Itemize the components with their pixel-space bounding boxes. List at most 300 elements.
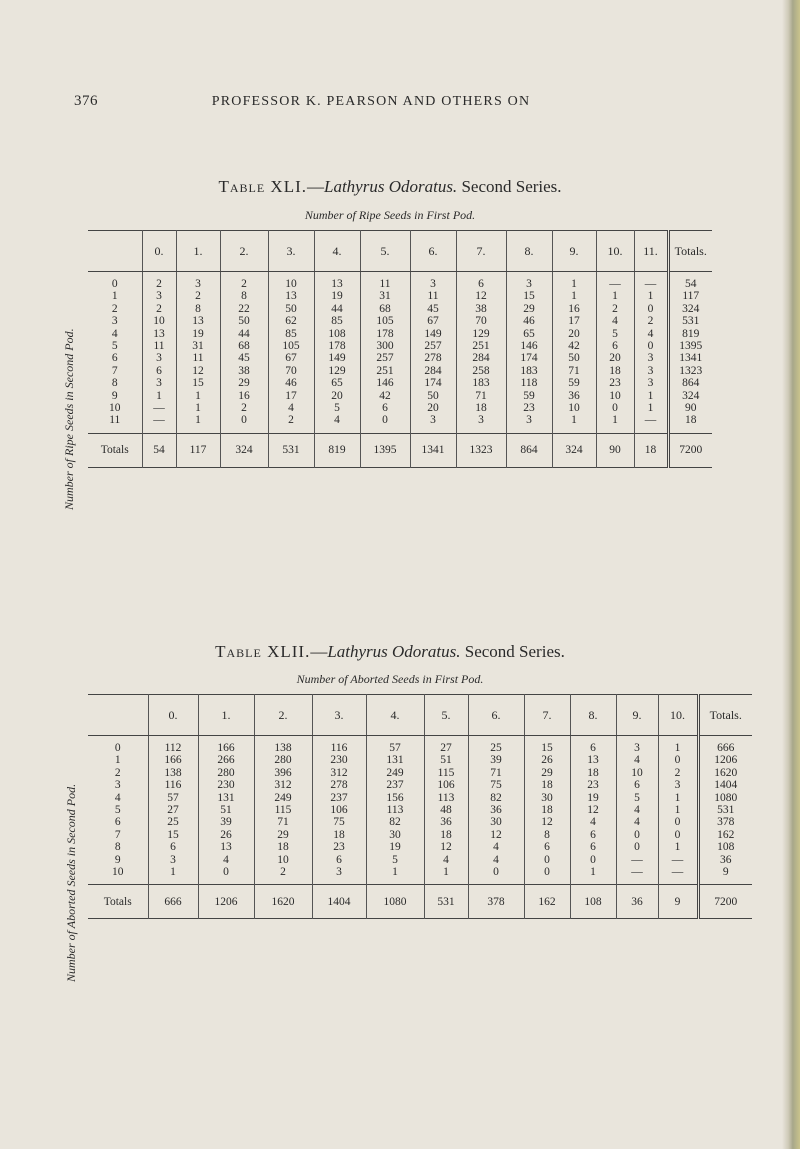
table-cell: 20	[596, 352, 634, 364]
table-cell: 0	[360, 414, 410, 426]
table-cell: 116	[148, 779, 198, 791]
table-cell: 174	[410, 377, 456, 389]
table-cell: 6	[570, 742, 616, 754]
table-cell: 1	[634, 290, 668, 302]
table-cell: 0	[524, 854, 570, 866]
row-label: 3	[114, 779, 121, 792]
table-cell: 1404	[698, 779, 752, 791]
column-caption: Number of Ripe Seeds in First Pod.	[304, 208, 476, 222]
totals-cell: 1341	[410, 433, 456, 467]
table-cell: 13	[268, 290, 314, 302]
table-cell: 12	[524, 816, 570, 828]
table-cell: 115	[424, 767, 468, 779]
table-cell: 6	[596, 340, 634, 352]
totals-cell: 531	[268, 433, 314, 467]
table-cell: 29	[524, 767, 570, 779]
table-cell: 3	[506, 278, 552, 290]
table-row	[88, 290, 712, 302]
table-cell: 26	[198, 829, 254, 841]
table-cell: 138	[148, 767, 198, 779]
table-cell: 105	[268, 340, 314, 352]
table-cell: 29	[220, 377, 268, 389]
table-cell: 2	[268, 414, 314, 426]
table-cell: 3	[658, 779, 698, 791]
table-cell: 108	[698, 841, 752, 853]
table-cell: 5	[314, 402, 360, 414]
table-cell: 3	[312, 866, 366, 878]
table-cell: 230	[312, 754, 366, 766]
table-cell: 13	[314, 278, 360, 290]
totals-label: Totals	[88, 433, 142, 467]
table-cell: 17	[268, 390, 314, 402]
table-cell: 18	[456, 402, 506, 414]
table-cell: 4	[468, 854, 524, 866]
totals-cell: 7200	[668, 433, 712, 467]
table-cell: 23	[596, 377, 634, 389]
table-cell: 36	[552, 390, 596, 402]
table-cell: 36	[468, 804, 524, 816]
table-cell: 29	[506, 303, 552, 315]
table-cell: 1341	[668, 352, 712, 364]
table-cell: 20	[410, 402, 456, 414]
column-header: 6.	[410, 231, 456, 272]
table-row	[88, 365, 712, 377]
table-cell: —	[142, 402, 176, 414]
row-label: 7	[111, 364, 118, 377]
table-cell: 27	[148, 804, 198, 816]
page-header	[0, 93, 780, 113]
totals-cell: 54	[142, 433, 176, 467]
table-cell: 75	[468, 779, 524, 791]
table-cell: 183	[456, 377, 506, 389]
page-number: 376	[74, 93, 98, 109]
table-cell: 3	[176, 278, 220, 290]
table-cell: 38	[456, 303, 506, 315]
row-label: 2	[114, 766, 121, 779]
table-row	[88, 303, 712, 315]
table-cell: 324	[668, 390, 712, 402]
table-cell: 113	[424, 792, 468, 804]
table-cell: 0	[220, 414, 268, 426]
column-header: 4.	[366, 695, 424, 736]
table-cell: 20	[552, 328, 596, 340]
column-header: 8.	[570, 695, 616, 736]
table-row	[88, 804, 752, 816]
table-cell: 13	[570, 754, 616, 766]
table-cell: 25	[468, 742, 524, 754]
table-cell: 11	[360, 278, 410, 290]
table-cell: 50	[552, 352, 596, 364]
table-row	[88, 754, 752, 766]
row-label: 5	[114, 804, 121, 817]
table-cell: 2	[176, 290, 220, 302]
table-cell: 6	[148, 841, 198, 853]
totals-cell: 324	[220, 433, 268, 467]
row-label: 1	[111, 290, 118, 303]
table-cell: 13	[142, 328, 176, 340]
table-cell: 230	[198, 779, 254, 791]
table-cell: 3	[634, 352, 668, 364]
table-cell: 4	[616, 804, 658, 816]
table-cell: 4	[616, 754, 658, 766]
table-cell: 1080	[698, 792, 752, 804]
table-cell: 71	[468, 767, 524, 779]
table-cell: 82	[468, 792, 524, 804]
row-label: 4	[111, 327, 118, 340]
row-label: 6	[111, 352, 118, 365]
table-cell: 11	[142, 340, 176, 352]
table-cell: 46	[506, 315, 552, 327]
table-row	[88, 402, 712, 414]
column-header: 4.	[314, 231, 360, 272]
table-cell: 280	[198, 767, 254, 779]
table-cell: 8	[176, 303, 220, 315]
table-row	[88, 315, 712, 327]
table-cell: 166	[198, 742, 254, 754]
table-cell: 257	[360, 352, 410, 364]
table-cell: 112	[148, 742, 198, 754]
table-cell: —	[616, 854, 658, 866]
table-cell: 6	[360, 402, 410, 414]
table-cell: 149	[314, 352, 360, 364]
totals-cell: 90	[596, 433, 634, 467]
table-cell: 3	[142, 377, 176, 389]
table-cell: 39	[198, 816, 254, 828]
data-table	[88, 694, 752, 919]
table-cell: 75	[312, 816, 366, 828]
totals-row	[88, 433, 712, 467]
column-header: 2.	[220, 231, 268, 272]
table-series: Second Series.	[461, 177, 562, 196]
table-row	[88, 866, 752, 878]
table-cell: 1	[552, 414, 596, 426]
table-cell: 6	[616, 779, 658, 791]
table-cell: 50	[268, 303, 314, 315]
table-cell: 284	[410, 365, 456, 377]
totals-cell: 666	[148, 885, 198, 919]
column-header: 11.	[634, 231, 668, 272]
table-cell: 146	[360, 377, 410, 389]
table-row	[88, 854, 752, 866]
column-header: 1.	[176, 231, 220, 272]
table-cell: 4	[268, 402, 314, 414]
table-cell: 531	[668, 315, 712, 327]
table-cell: 251	[456, 340, 506, 352]
data-table	[88, 230, 712, 468]
table-cell: 156	[366, 792, 424, 804]
totals-cell: 9	[658, 885, 698, 919]
table-cell: 149	[410, 328, 456, 340]
table-cell: 0	[570, 854, 616, 866]
table-cell: 11	[176, 352, 220, 364]
table-cell: 1395	[668, 340, 712, 352]
corner-cell	[88, 695, 148, 736]
table-cell: 8	[220, 290, 268, 302]
table-cell: 3	[142, 352, 176, 364]
table-cell: 23	[312, 841, 366, 853]
totals-cell: 36	[616, 885, 658, 919]
table-body	[88, 736, 752, 919]
table-cell: 819	[668, 328, 712, 340]
row-label: 11	[109, 414, 121, 427]
table-cell: 106	[424, 779, 468, 791]
table-cell: 2	[634, 315, 668, 327]
column-header: 6.	[468, 695, 524, 736]
table-cell: 59	[552, 377, 596, 389]
column-header: 9.	[616, 695, 658, 736]
table-cell: 6	[312, 854, 366, 866]
table-cell: 82	[366, 816, 424, 828]
column-header: 9.	[552, 231, 596, 272]
table-cell: 10	[616, 767, 658, 779]
column-header: 7.	[456, 231, 506, 272]
column-header: 5.	[424, 695, 468, 736]
table-cell: 18	[668, 414, 712, 426]
table-cell: 1	[552, 278, 596, 290]
table-cell: 65	[314, 377, 360, 389]
column-header: 5.	[360, 231, 410, 272]
table-cell: 1	[634, 390, 668, 402]
table-cell: 2	[254, 866, 312, 878]
totals-row	[88, 885, 752, 919]
table-cell: 4	[468, 841, 524, 853]
table-cell: 65	[506, 328, 552, 340]
table-cell: 8	[524, 829, 570, 841]
table-cell: 18	[524, 804, 570, 816]
table-cell: 23	[570, 779, 616, 791]
table-row	[88, 841, 752, 853]
table-cell: 13	[198, 841, 254, 853]
table-cell: 1	[176, 390, 220, 402]
table-cell: 864	[668, 377, 712, 389]
table-species: Lathyrus Odoratus.	[324, 177, 458, 196]
table-cell: 38	[220, 365, 268, 377]
table-cell: 3	[410, 414, 456, 426]
table-cell: —	[142, 414, 176, 426]
table-cell: 174	[506, 352, 552, 364]
table-cell: 1	[148, 866, 198, 878]
table-cell: 30	[366, 829, 424, 841]
row-label: 2	[111, 302, 118, 315]
table-cell: 131	[198, 792, 254, 804]
totals-cell: 1395	[360, 433, 410, 467]
table-cell: 59	[506, 390, 552, 402]
table-cell: 0	[658, 754, 698, 766]
table-cell: 312	[254, 779, 312, 791]
totals-cell: 1206	[198, 885, 254, 919]
row-label: 10	[109, 402, 121, 415]
table-cell: 12	[176, 365, 220, 377]
table-cell: 1206	[698, 754, 752, 766]
table-cell: 162	[698, 829, 752, 841]
table-cell: 17	[552, 315, 596, 327]
totals-cell: 7200	[698, 885, 752, 919]
row-label: 7	[114, 828, 121, 841]
table-cell: 10	[142, 315, 176, 327]
table-cell: 278	[410, 352, 456, 364]
table-cell: 115	[254, 804, 312, 816]
table-cell: 71	[254, 816, 312, 828]
table-cell: 1	[570, 866, 616, 878]
table-cell: 531	[698, 804, 752, 816]
table-cell: 378	[698, 816, 752, 828]
table-cell: 50	[220, 315, 268, 327]
table-cell: 2	[658, 767, 698, 779]
table-cell: 67	[268, 352, 314, 364]
header-row	[88, 231, 712, 272]
table-cell: 68	[360, 303, 410, 315]
table-cell: 3	[142, 290, 176, 302]
column-header: 3.	[312, 695, 366, 736]
table-row	[88, 340, 712, 352]
totals-label: Totals	[88, 885, 148, 919]
table-cell: 15	[176, 377, 220, 389]
table-cell: 19	[176, 328, 220, 340]
table-cell: 85	[268, 328, 314, 340]
table-cell: 51	[198, 804, 254, 816]
totals-cell: 819	[314, 433, 360, 467]
row-label: 0	[114, 742, 121, 754]
table-cell: 278	[312, 779, 366, 791]
table-cell: 36	[424, 816, 468, 828]
table-cell: 3	[634, 377, 668, 389]
column-header: 10.	[596, 231, 634, 272]
table-cell: 15	[506, 290, 552, 302]
table-cell: 62	[268, 315, 314, 327]
table-cell: 0	[634, 340, 668, 352]
table-cell: 1	[634, 402, 668, 414]
table-species: Lathyrus Odoratus.	[327, 642, 461, 661]
table-row	[88, 767, 752, 779]
table-row	[88, 390, 712, 402]
table-cell: 10	[254, 854, 312, 866]
table-cell: 30	[468, 816, 524, 828]
table-cell: 4	[634, 328, 668, 340]
column-header: 3.	[268, 231, 314, 272]
table-cell: 2	[220, 402, 268, 414]
table-cell: 19	[366, 841, 424, 853]
table-cell: 1	[176, 414, 220, 426]
table-cell: 0	[596, 402, 634, 414]
column-header: 0.	[142, 231, 176, 272]
table-cell: 22	[220, 303, 268, 315]
table-cell: 42	[360, 390, 410, 402]
table-cell: 26	[524, 754, 570, 766]
table-cell: 44	[220, 328, 268, 340]
page-edge	[782, 0, 800, 1149]
table-cell: 12	[424, 841, 468, 853]
table-cell: 4	[424, 854, 468, 866]
table-cell: 5	[616, 792, 658, 804]
table-row	[88, 377, 712, 389]
table-cell: 54	[668, 278, 712, 290]
table-cell: —	[616, 866, 658, 878]
table-cell: 18	[570, 767, 616, 779]
table-cell: 146	[506, 340, 552, 352]
table-cell: 6	[570, 841, 616, 853]
table-cell: 36	[698, 854, 752, 866]
table-cell: 70	[268, 365, 314, 377]
table-cell: 258	[456, 365, 506, 377]
table-cell: 20	[314, 390, 360, 402]
table-cell: 1	[176, 402, 220, 414]
row-caption: Number of Ripe Seeds in Second Pod.	[62, 328, 76, 510]
table-cell: 67	[410, 315, 456, 327]
table-cell: 31	[176, 340, 220, 352]
table-cell: 51	[424, 754, 468, 766]
row-label: 6	[114, 816, 121, 829]
table-cell: 183	[506, 365, 552, 377]
table-cell: 18	[596, 365, 634, 377]
table-cell: 3	[616, 742, 658, 754]
table-series: Second Series.	[464, 642, 565, 661]
table-cell: 4	[314, 414, 360, 426]
column-header: Totals.	[668, 231, 712, 272]
table-cell: 257	[410, 340, 456, 352]
row-label: 10	[112, 866, 124, 879]
totals-cell: 378	[468, 885, 524, 919]
table-cell: 10	[552, 402, 596, 414]
table-cell: 57	[148, 792, 198, 804]
header-row	[88, 695, 752, 736]
table-cell: 2	[220, 278, 268, 290]
table-cell: 312	[312, 767, 366, 779]
table-cell: 237	[366, 779, 424, 791]
table-cell: 6	[456, 278, 506, 290]
table-cell: 178	[314, 340, 360, 352]
table-row	[88, 328, 712, 340]
column-header: Totals.	[698, 695, 752, 736]
table-cell: 31	[360, 290, 410, 302]
table-cell: 1	[658, 841, 698, 853]
table-cell: 13	[176, 315, 220, 327]
table-cell: 4	[570, 816, 616, 828]
table-cell: 11	[410, 290, 456, 302]
table-cell: 0	[468, 866, 524, 878]
table-cell: 1	[658, 792, 698, 804]
table-label: Table XLII.	[215, 642, 311, 661]
table-cell: 138	[254, 742, 312, 754]
table-cell: 249	[254, 792, 312, 804]
table-cell: 19	[314, 290, 360, 302]
totals-cell: 324	[552, 433, 596, 467]
table-cell: 57	[366, 742, 424, 754]
table-cell: 12	[468, 829, 524, 841]
totals-cell: 864	[506, 433, 552, 467]
table-row	[88, 779, 752, 791]
table-cell: 23	[506, 402, 552, 414]
row-label: 1	[114, 754, 121, 767]
table-row	[88, 742, 752, 754]
table-cell: 6	[142, 365, 176, 377]
table-cell: 0	[616, 841, 658, 853]
table-cell: 1620	[698, 767, 752, 779]
table-cell: 106	[312, 804, 366, 816]
table-cell: 0	[524, 866, 570, 878]
table-cell: 45	[410, 303, 456, 315]
table-cell: 166	[148, 754, 198, 766]
table-cell: 300	[360, 340, 410, 352]
table-cell: 50	[410, 390, 456, 402]
table-cell: 3	[456, 414, 506, 426]
row-label: 0	[111, 278, 118, 290]
table-cell: 0	[198, 866, 254, 878]
title-dash: —	[310, 642, 328, 661]
column-header: 2.	[254, 695, 312, 736]
table-cell: 6	[524, 841, 570, 853]
table-cell: 68	[220, 340, 268, 352]
column-header: 7.	[524, 695, 570, 736]
